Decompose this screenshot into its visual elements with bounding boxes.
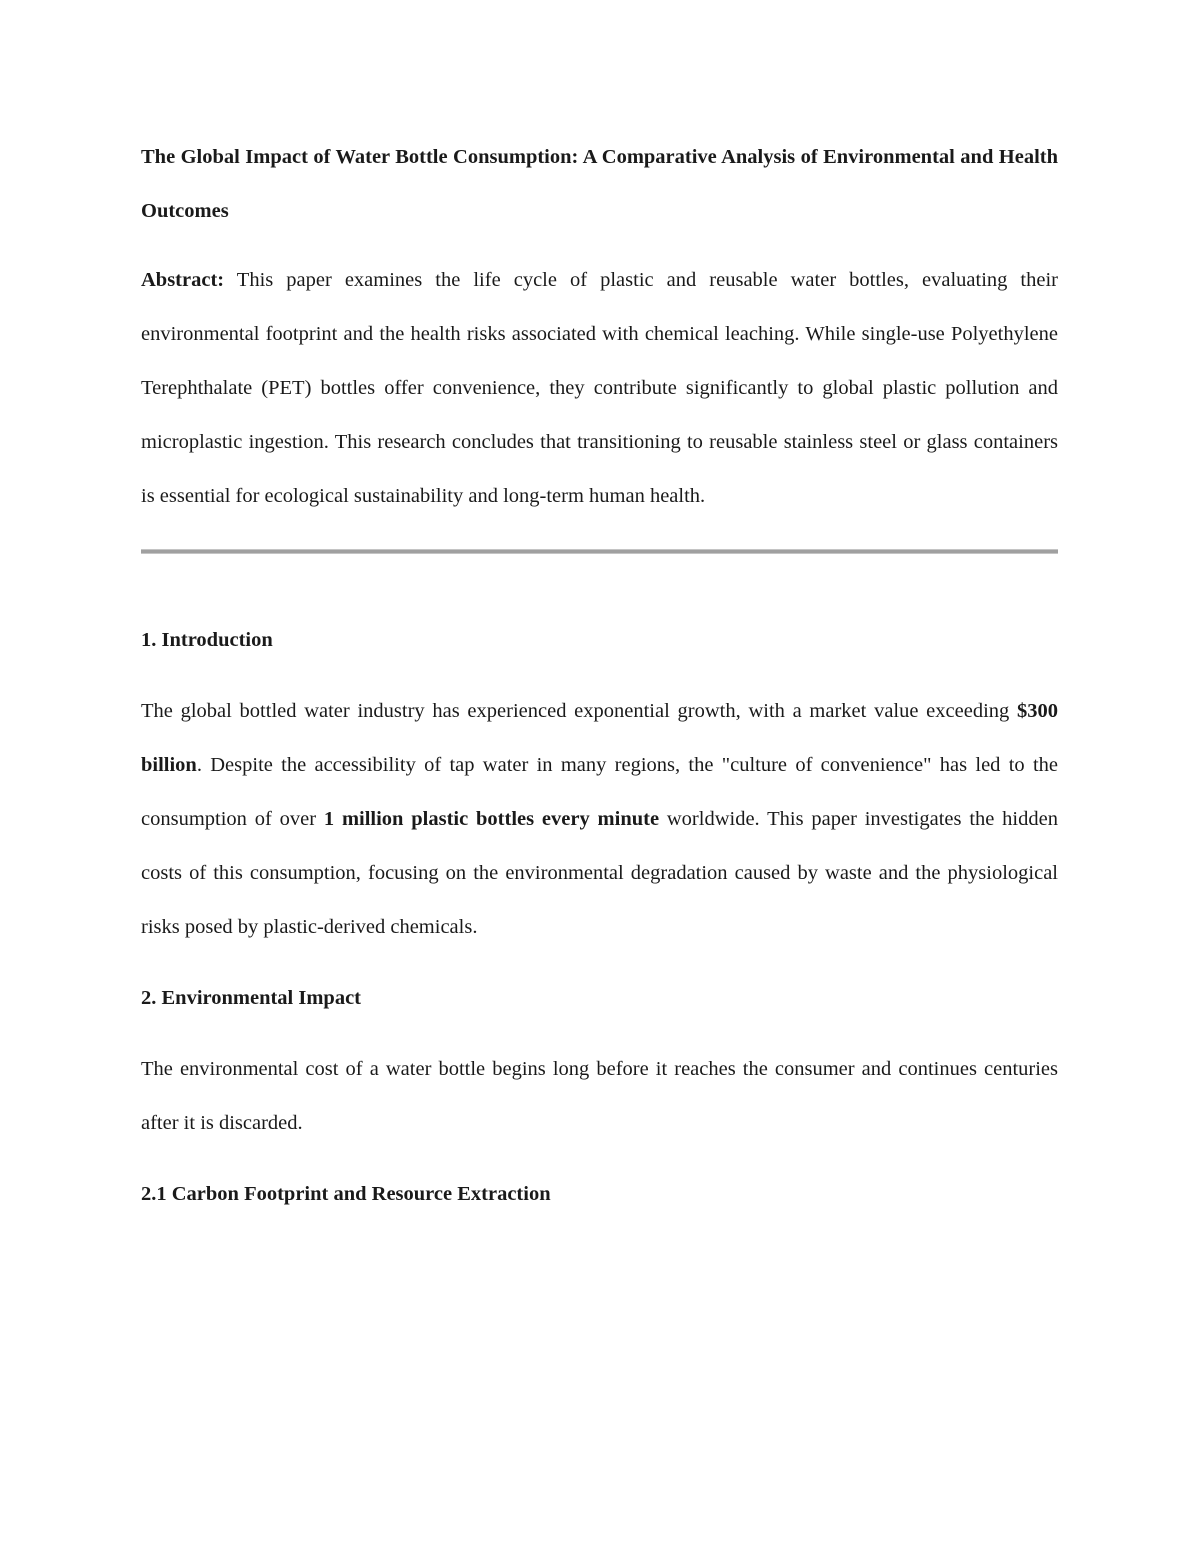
intro-text-2: . Despite the accessibility of tap water in many regions, the "culture of convenience" has led to the consumption of over bbox=[141, 754, 1058, 830]
abstract-paragraph bbox=[141, 253, 1058, 523]
abstract-label: Abstract: bbox=[141, 269, 225, 291]
intro-bold-bottles-per-minute: 1 million plastic bottles every minute bbox=[323, 808, 660, 830]
introduction-paragraph bbox=[141, 684, 1058, 954]
document-page bbox=[141, 130, 1058, 1221]
section-heading-environmental-impact: 2. Environmental Impact bbox=[141, 987, 362, 1009]
intro-bold-market-value: $300 billion bbox=[141, 700, 1058, 776]
horizontal-divider bbox=[141, 549, 1058, 554]
abstract-text: This paper examines the life cycle of plastic and reusable water bottles, evaluating their environmental footprint and the health risks associated with chemical leaching. While single-use Polyethylene Terephthalate (PET) bottles offer convenience, they contribute significantly to global plastic pollution and microplastic ingestion. This research concludes that transitioning to reusable stainless steel or glass containers is essential for ecological sustainability and long-term human health. bbox=[141, 269, 1058, 507]
intro-text-1: The global bottled water industry has experienced exponential growth, with a market value exceeding bbox=[141, 700, 1017, 722]
intro-text-3: worldwide. This paper investigates the hidden costs of this consumption, focusing on the environmental degradation caused by waste and the physiological risks posed by plastic-derived chemicals. bbox=[141, 808, 1058, 938]
subsection-heading-carbon-footprint: 2.1 Carbon Footprint and Resource Extraction bbox=[141, 1183, 551, 1205]
section-heading-introduction: 1. Introduction bbox=[141, 629, 273, 651]
environmental-impact-paragraph: The environmental cost of a water bottle begins long before it reaches the consumer and continues centuries after it is discarded. bbox=[141, 1058, 1058, 1134]
paper-title: The Global Impact of Water Bottle Consumption: A Comparative Analysis of Environmental and Health Outcomes bbox=[141, 146, 1058, 222]
